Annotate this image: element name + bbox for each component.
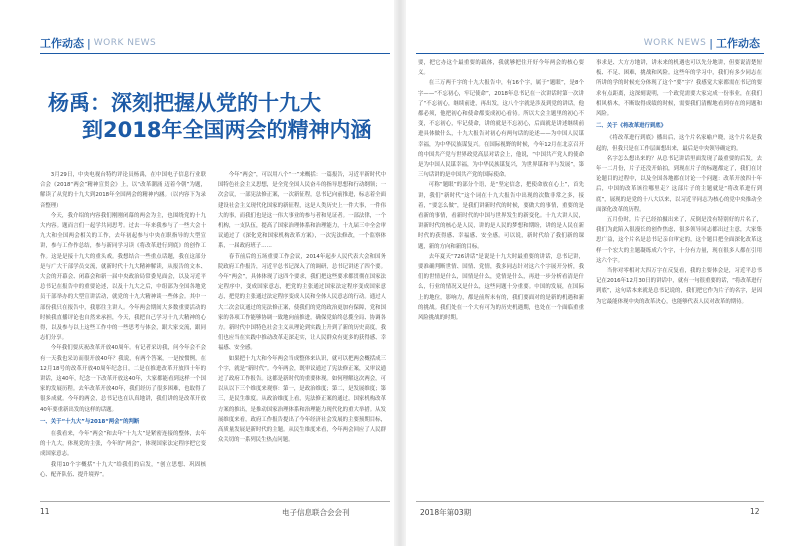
footer-rule xyxy=(416,501,764,502)
right-column-1 xyxy=(418,58,584,495)
right-section-header xyxy=(644,34,760,52)
paragraph: 五月份时，片子已经拍摄出来了，反倒是没有特别好的片名了，我们为此陷入很漫长的创作焦虑，很多领导同志都出过主意，大家集思广益，这个片名是总书记亲自审定的，这个题目把全面深化改革这样一个宏大的主题凝练成六个字，十分有力量，现在很多人都在引用这六个字。 xyxy=(596,217,762,264)
section-separator: | xyxy=(709,36,713,50)
section-title-en: WORK NEWS xyxy=(643,38,707,48)
left-page xyxy=(0,0,394,546)
journal-name: 电子信息联合会会刊 xyxy=(282,508,350,517)
header-rule xyxy=(40,53,390,54)
article-title-line2: 到2018年全国两会的精神内涵 xyxy=(82,118,372,142)
section-title-en: WORK NEWS xyxy=(93,38,157,48)
paragraph: 今年我们要庆祝改革开放40周年。有记者采访我，问今年会不会有一天我也采访而很开放40年？我说，有两个答案，一是按惯例，在12月18号的改革开放40周年纪念日，二是在推进改革开放四十年的讲话，这40年，纪念一下改革开放这40年，大家都能看到这样一个国家的发展历程。去年改革开放40年，我们经历了很多困难，也取得了很多成就。今年的两会，总书记也在认真地讲，我们讲的是改革开放40年要重新出发的这样的话题。 xyxy=(40,345,206,413)
paragraph: 要，把它办这个最重要的载体，我就够把住开好今年两会的核心要义。 xyxy=(418,60,584,77)
left-column-1 xyxy=(40,170,206,495)
book-gutter xyxy=(394,0,406,546)
subheading: 一、关于“十九大”与2018“两会”的判断 xyxy=(40,418,140,425)
paragraph: 我用10个字概括“十九大”给我们的启发，“创立思想、巩固核心、配齐队伍、提升境界”。 xyxy=(40,461,206,478)
section-title: 工作动态 xyxy=(716,37,760,50)
issue-label: 2018年第03期 xyxy=(420,508,472,517)
paragraph: 在我看来，今年“两会”和去年“十九大”是紧密连接的整体，去年的十九大，体现党的主张，今年的“两会”，体现国家法定程序把它变成国家意志。 xyxy=(40,431,206,458)
paragraph: 今天，我介绍的内容我们刚刚闭幕的两会为主，也围绕党的十九大内容。题而言们一起学共同思考。过去一年来我参与了一些大会十九大和全国两会相关的工作，去年初起参与中央在职指导的大型宣讲，参与工作作总结，参与新同学习读《将改革进行到底》的创作工作。这是是接十九大的重头戏。我想结合一些重点话题，我在这部分是与广大干部学员交流，就新时代十九大精神解读，从报告的文本、大会的开幕会、闭幕会和新一届中央政治局常委见面会，以及习近平总书记在报告中的重要论述，以及十九大之后，中组部为全国各地党员干部举办的大型宣讲活动，就党的十九大精神谈一些体会。其中一部份我只在报告中，我那往主讲人。今年两会期间大多数重要活动的时候我直播评论也自然来承担，今天，我把自己学习十九大精神的心得，以及参与以上这些工作中的一些思考与体会，跟大家交流，跟同志们分享。 xyxy=(40,212,206,342)
left-column-2 xyxy=(218,170,386,495)
paragraph: 当你对零相对大四万字在反复看，我的主要体会是，习近平总书记在2016年12月30日的讲话中，就有一句很重要的话，“将改革进行到底”，这句话本来就是总书记说的，我们把它作为片子的名字，是因为它最能体现中央的改革决心，也能够代表人民对改革的期待。 xyxy=(596,268,762,305)
paragraph: 事求是、大方方地讲，讲未来的机遇也可以先分地讲，但要说清楚短板、不足、困难，挑战和风险。这些年的学习中，我们有多少同志在所讲的学的时候充分体现了这个“要”字？我感觉大家都需在书记的要求有点距离，这深刻说明，一个政党需要大家完成一份事业，在我们相风格木，不断取得成绩的时候，需要我们清醒地看到存在的问题和风险。 xyxy=(596,60,762,118)
subheading: 二、关于《将改革进行到底》 xyxy=(596,123,667,130)
right-column-2 xyxy=(596,58,762,495)
paragraph: 今年“两会”，可以用八个“一”来概括：一篇报告，习近平新时代中国特色社会主义思想，是全党全国人民奋斗的指导思想和行动纲领；一次会议，一部宪法修正案，一次新征程，总书记向前推进，标志着全面建设社会主义现代化国家的新征程，这是人类历史上一件大事，一件伟大的事，而我们也是这一伟大事业的参与者和见证者。一部法律，一个机构，一支队伍，提高了国家治理体系和治理能力，十九届三中全会审议通过了《深化党和国家机构改革方案》，一次宪法修改，一个监察体系，一届政府班子…… xyxy=(218,172,386,250)
paragraph: 可称“题眼”的部分个语，是“坚定信念，把使命放在心上”，首先讲，我们“新时代”这个词在十九大报告中出现的次数非常之多，接着，“要怎么做”，是我们讲新时代的时候，要做大的事情，重要的是看新的事情，看新时代的中国与世界发生的新变化。十九大讲人民，讲新时代的核心是人民，讲的是人民的梦想和期盼，讲的是人民在新时代的获得感、幸福感、安全感。可以说，新时代给了我们新的课题，新的方向和新的目标。 xyxy=(418,182,584,250)
left-section-header xyxy=(40,34,156,52)
paragraph: 去年夏天“726讲话”是说是十九大时最重要的讲话，总书记讲，要准确判断世情、国情、党情，我多同志针对这六个字展开分析，我们的世情是什么，国情是什么，党情是什么，再进一步分析看清是什么，行业的情况又是什么，这些问题十分重要。中国的发展，在国际上的地位，影响力，都是前所未有的，我们要面对的是新的机遇和新的挑战。我们处在一个大有可为的历史机遇期，也处在一个面临重重风险挑战的时期。 xyxy=(418,253,584,322)
paragraph: 名字怎么想出来的？从总书记讲话里面发现了最重要的后发，去年一二月份，片子还没开始拍，到现在片子的标题都定了，我们在讨论题目的过程中，以及全国各地都在讨论一个问题：改革开放四十年后，中国的改革该往哪里走？这部片子的主题就是“将改革进行到底”，展现的是党的十八大以来，以习近平同志为核心的党中央推动全面深化改革的历程。 xyxy=(596,155,762,213)
page-number: 12 xyxy=(750,507,760,516)
paragraph: 在三万两千字的十九大报告中，有16个字，属于“题眼”，是8个字——“不忘初心，牢记使命”，2018年总书记在一次讲话时第一次讲了“不忘初心，继续前进，再出发，这八个字就是涉及到党的讲话，他都必须，他把初心和使命都变成初心看待。所以大会主题里的初心不变，不忘初心，牢记使命，讲的就是不忘初心，后面就是讲述继续前进具体做什么，十九大报告对初心有两句话的论述——为中国人民谋幸福，为中华民族谋复兴。在国际视野的时候，今年12月在北京召开的中国共产党与世界政党高层对话会上，他说，“中国共产党人的使命是为中国人民谋幸福，为中华民族谋复兴，为世界谋和平与发展”，第三句话讲的是中国共产党的国际使命。 xyxy=(418,80,584,179)
page-number: 11 xyxy=(40,507,50,516)
paragraph: 《将改革进行到底》播出后，这个片名家喻户晓，这个片名是我起的，但我只是在工作层面想出来，最后是中央领导确定的。 xyxy=(596,135,762,152)
right-page xyxy=(406,0,800,546)
paragraph: 3月29日，中央电视台特约评论员杨禹，在中国电子信息行业联合会《2018“两会”精神宣贯会》上，以“改革潮涌 迈着今朝”为题，解读了从党的十九大到2018年全国两会的精神内涵。（以内容下为录音整理） xyxy=(40,172,206,209)
header-rule xyxy=(416,53,764,54)
article-title-line1: 杨禹：深刻把握从党的十九大 xyxy=(48,91,321,115)
section-separator: | xyxy=(87,36,91,50)
paragraph: 如果把十九大和今年两会当成整体来认识，就可以把两会概括成三个字，就是“新时代”。今年两会，既审议通过了宪法修正案，又审议通过了政府工作报告。这都是新时代的重要体现。如何理解这次两会，可以从以下三个维度来观察：第一，是政治维度；第二，是发展维度；第三，是民生维度。从政治维度上看，宪法修正案的通过，国家机构改革方案的推出，是推动国家治理体系和治理能力现代化的重大举措。从发展维度来看，政府工作报告提出了今年经济社会发展的主要预期目标，高质量发展是新时代的主题。从民生维度来看，今年两会回应了人民群众关切的一系列民生热点问题。 xyxy=(218,355,386,444)
paragraph: 春节前后的五场重要工作会议，2014年起步人民代表大会和国务院政府工作报告，习近平总书记深入了的调研，总书记讲述了四个要。今年“两会”，具体体现了这四个要求，我们把这些要求都贯彻在国家法定程序中，变成国家意志，把党的主张通过国家法定程序变成国家意志，把党的主张通过法定程序变成人民和全体人民意志的行动。通过人大二次会议通过的宪法修正案，使我们的党的政治更加有保障，党和国家的各项工作能够协调一致地向前推进，确保党始终总揽全局、协调各方。新时代中国特色社会主义从理论到实践上升到了新的历史高度，我们也应当在实践中推动改革走深走实，让人民群众有更多的获得感、幸福感、安全感。 xyxy=(218,253,386,352)
footer-rule xyxy=(40,501,390,502)
section-title: 工作动态 xyxy=(40,37,84,50)
